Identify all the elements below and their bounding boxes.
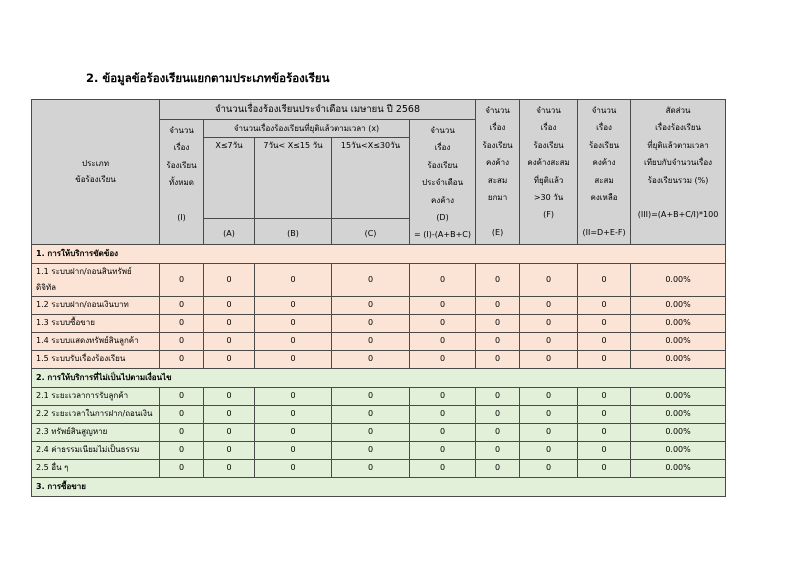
cell-III: 0.00% [631, 263, 726, 296]
cell-E: 0 [476, 387, 520, 405]
cell-E: 0 [476, 423, 520, 441]
cell-I: 0 [160, 459, 204, 477]
cell-II: 0 [578, 332, 631, 350]
cell-II: 0 [578, 263, 631, 296]
header-col-E: จำนวน เรื่อง ร้องเรียน คงค้าง สะสม ยกมา (E) [476, 100, 520, 245]
table-row [32, 350, 726, 368]
cell-E: 0 [476, 296, 520, 314]
cell-F: 0 [520, 441, 578, 459]
cell-A: 0 [204, 296, 255, 314]
table-row [32, 296, 726, 314]
cell-I: 0 [160, 350, 204, 368]
cell-B: 0 [255, 350, 332, 368]
cell-A: 0 [204, 405, 255, 423]
section-title: 2. การให้บริการที่ไม่เป็นไปตามเงื่อนไข [32, 368, 726, 387]
cell-II: 0 [578, 387, 631, 405]
cell-D: 0 [410, 296, 476, 314]
cell-A: 0 [204, 332, 255, 350]
cell-I: 0 [160, 332, 204, 350]
cell-II: 0 [578, 350, 631, 368]
cell-F: 0 [520, 263, 578, 296]
header-col-C-code: (C) [332, 218, 410, 244]
cell-A: 0 [204, 314, 255, 332]
table-row [32, 332, 726, 350]
cell-III: 0.00% [631, 387, 726, 405]
cell-F: 0 [520, 423, 578, 441]
cell-II: 0 [578, 441, 631, 459]
cell-A: 0 [204, 423, 255, 441]
cell-D: 0 [410, 263, 476, 296]
cell-F: 0 [520, 314, 578, 332]
header-col-A-label: X≤7วัน [204, 138, 255, 219]
cell-II: 0 [578, 405, 631, 423]
row-label: 2.2 ระยะเวลาในการฝาก/ถอนเงิน [32, 405, 160, 423]
table-row [32, 314, 726, 332]
cell-A: 0 [204, 263, 255, 296]
header-col-II: จำนวน เรื่อง ร้องเรียน คงค้าง สะสม คงเหลือ (II=D+E-F) [578, 100, 631, 245]
cell-B: 0 [255, 387, 332, 405]
cell-E: 0 [476, 405, 520, 423]
header-col-B-code: (B) [255, 218, 332, 244]
cell-III: 0.00% [631, 314, 726, 332]
row-label: 1.4 ระบบแสดงทรัพย์สินลูกค้า [32, 332, 160, 350]
cell-I: 0 [160, 405, 204, 423]
complaints-table [31, 99, 726, 497]
cell-F: 0 [520, 459, 578, 477]
cell-B: 0 [255, 314, 332, 332]
cell-II: 0 [578, 296, 631, 314]
row-label: 2.4 ค่าธรรมเนียมไม่เป็นธรรม [32, 441, 160, 459]
header-sub-group: จำนวนเรื่องร้องเรียนที่ยุติแล้วตามเวลา (x) [204, 120, 410, 138]
cell-F: 0 [520, 387, 578, 405]
row-label: 2.1 ระยะเวลาการรับลูกค้า [32, 387, 160, 405]
cell-I: 0 [160, 441, 204, 459]
cell-D: 0 [410, 441, 476, 459]
cell-D: 0 [410, 314, 476, 332]
table-row [32, 387, 726, 405]
header-col-A-code: (A) [204, 218, 255, 244]
row-label: 1.5 ระบบรับเรื่องร้องเรียน [32, 350, 160, 368]
cell-C: 0 [332, 459, 410, 477]
cell-E: 0 [476, 350, 520, 368]
section-title: 1. การให้บริการขัดข้อง [32, 244, 726, 263]
cell-E: 0 [476, 314, 520, 332]
cell-E: 0 [476, 263, 520, 296]
header-main-group: จำนวนเรื่องร้องเรียนประจำเดือน เมษายน ปี 2568 [160, 100, 476, 120]
header-col-III: สัดส่วน เรื่องร้องเรียน ที่ยุติแล้วตามเวลา เทียบกับจำนวนเรื่อง ร้องเรียนรวม (%) (III)=(A+B+C/I)*100 [631, 100, 726, 245]
cell-III: 0.00% [631, 350, 726, 368]
header-col-C-label: 15วัน<X≤30วัน [332, 138, 410, 219]
cell-D: 0 [410, 459, 476, 477]
cell-A: 0 [204, 350, 255, 368]
cell-D: 0 [410, 387, 476, 405]
cell-III: 0.00% [631, 296, 726, 314]
cell-D: 0 [410, 423, 476, 441]
cell-B: 0 [255, 459, 332, 477]
cell-I: 0 [160, 263, 204, 296]
header-type: ประเภท ข้อร้องเรียน [32, 100, 160, 245]
row-label: 1.3 ระบบซื้อขาย [32, 314, 160, 332]
cell-B: 0 [255, 405, 332, 423]
cell-A: 0 [204, 459, 255, 477]
table-row [32, 459, 726, 477]
cell-III: 0.00% [631, 332, 726, 350]
cell-C: 0 [332, 314, 410, 332]
cell-II: 0 [578, 423, 631, 441]
cell-D: 0 [410, 350, 476, 368]
row-label: 1.1 ระบบฝาก/ถอนสินทรัพย์ ดิจิทัล [32, 263, 160, 296]
cell-C: 0 [332, 296, 410, 314]
section-title: 3. การซื้อขาย [32, 477, 726, 496]
cell-C: 0 [332, 387, 410, 405]
header-col-B-label: 7วัน< X≤15 วัน [255, 138, 332, 219]
header-col-D: จำนวน เรื่อง ร้องเรียน ประจำเดือน คงค้าง (D) = (I)-(A+B+C) [410, 120, 476, 245]
row-label: 2.3 ทรัพย์สินสูญหาย [32, 423, 160, 441]
cell-I: 0 [160, 387, 204, 405]
cell-A: 0 [204, 387, 255, 405]
cell-E: 0 [476, 441, 520, 459]
cell-I: 0 [160, 314, 204, 332]
cell-III: 0.00% [631, 423, 726, 441]
cell-B: 0 [255, 332, 332, 350]
cell-B: 0 [255, 423, 332, 441]
cell-E: 0 [476, 332, 520, 350]
header-col-I: จำนวน เรื่อง ร้องเรียน ทั้งหมด (I) [160, 120, 204, 245]
cell-B: 0 [255, 263, 332, 296]
cell-III: 0.00% [631, 441, 726, 459]
cell-C: 0 [332, 441, 410, 459]
cell-C: 0 [332, 350, 410, 368]
cell-I: 0 [160, 296, 204, 314]
row-label: 2.5 อื่น ๆ [32, 459, 160, 477]
cell-D: 0 [410, 332, 476, 350]
cell-C: 0 [332, 332, 410, 350]
cell-III: 0.00% [631, 405, 726, 423]
cell-E: 0 [476, 459, 520, 477]
cell-II: 0 [578, 314, 631, 332]
row-label: 1.2 ระบบฝาก/ถอนเงินบาท [32, 296, 160, 314]
table-row [32, 441, 726, 459]
cell-F: 0 [520, 405, 578, 423]
cell-III: 0.00% [631, 459, 726, 477]
cell-II: 0 [578, 459, 631, 477]
header-col-F: จำนวน เรื่อง ร้องเรียน คงค้างสะสม ที่ยุติแล้ว >30 วัน (F) [520, 100, 578, 245]
cell-C: 0 [332, 423, 410, 441]
cell-A: 0 [204, 441, 255, 459]
table-row [32, 263, 726, 296]
cell-B: 0 [255, 441, 332, 459]
cell-C: 0 [332, 405, 410, 423]
cell-C: 0 [332, 263, 410, 296]
cell-F: 0 [520, 296, 578, 314]
cell-F: 0 [520, 332, 578, 350]
cell-F: 0 [520, 350, 578, 368]
cell-B: 0 [255, 296, 332, 314]
table-row [32, 405, 726, 423]
table-row [32, 423, 726, 441]
cell-I: 0 [160, 423, 204, 441]
section-heading: 2. ข้อมูลข้อร้องเรียนแยกตามประเภทข้อร้องเรียน [86, 71, 330, 85]
cell-D: 0 [410, 405, 476, 423]
